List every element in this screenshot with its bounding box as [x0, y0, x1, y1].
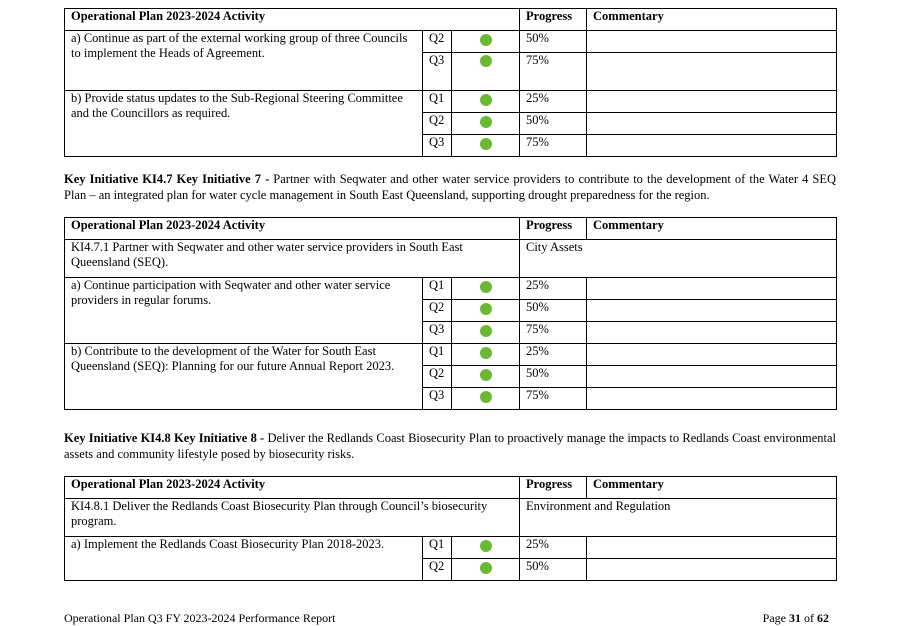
- key-initiative-8-text: Deliver the Redlands Coast Biosecurity Plan to proactively manage the impacts to Redlands Coast environmental assets and community lifestyle posed by biosecurity risks.: [64, 431, 837, 461]
- quarter-cell: Q3: [423, 135, 452, 157]
- status-dot-icon: [480, 34, 492, 46]
- key-initiative-8-lead: Key Initiative KI4.8 Key Initiative 8 -: [64, 431, 265, 445]
- status-cell: [452, 344, 520, 366]
- status-dot-icon: [480, 94, 492, 106]
- initiative-cell: KI4.8.1 Deliver the Redlands Coast Biosecurity Plan through Council’s biosecurity program.: [65, 499, 520, 537]
- quarter-cell: Q2: [423, 300, 452, 322]
- status-cell: [452, 366, 520, 388]
- commentary-cell: [587, 559, 837, 581]
- status-dot-icon: [480, 540, 492, 552]
- status-cell: [452, 91, 520, 113]
- status-dot-icon: [480, 303, 492, 315]
- commentary-cell: [587, 388, 837, 410]
- progress-header: Progress: [520, 218, 587, 240]
- commentary-cell: [587, 537, 837, 559]
- activity-cell: a) Implement the Redlands Coast Biosecurity Plan 2018-2023.: [65, 537, 423, 581]
- table-row: [65, 499, 837, 537]
- activity-cell: b) Contribute to the development of the Water for South East Queensland (SEQ): Planning for our future Annual Report 2023.: [65, 344, 423, 410]
- footer-report-title: Operational Plan Q3 FY 2023-2024 Performance Report: [64, 611, 336, 625]
- status-dot-icon: [480, 562, 492, 574]
- progress-header: Progress: [520, 477, 587, 499]
- commentary-header: Commentary: [587, 9, 837, 31]
- owner-cell: City Assets: [520, 240, 837, 278]
- key-initiative-7-lead: Key Initiative KI4.7 Key Initiative 7 -: [64, 172, 270, 186]
- quarter-cell: Q2: [423, 559, 452, 581]
- status-cell: [452, 113, 520, 135]
- quarter-cell: Q3: [423, 53, 452, 91]
- quarter-cell: Q2: [423, 366, 452, 388]
- progress-cell: 50%: [520, 31, 587, 53]
- progress-header: Progress: [520, 9, 587, 31]
- table-row: [65, 240, 837, 278]
- footer-page-number: [763, 611, 829, 626]
- status-dot-icon: [480, 281, 492, 293]
- quarter-cell: Q1: [423, 537, 452, 559]
- activity-table-1: [64, 8, 837, 157]
- commentary-header: Commentary: [587, 218, 837, 240]
- activity-cell: b) Provide status updates to the Sub-Regional Steering Committee and the Councillors as required.: [65, 91, 423, 157]
- key-initiative-8-heading: [64, 430, 836, 462]
- progress-cell: 50%: [520, 559, 587, 581]
- progress-cell: 50%: [520, 300, 587, 322]
- status-dot-icon: [480, 347, 492, 359]
- commentary-cell: [587, 300, 837, 322]
- progress-cell: 25%: [520, 278, 587, 300]
- commentary-header: Commentary: [587, 477, 837, 499]
- commentary-cell: [587, 135, 837, 157]
- progress-cell: 75%: [520, 388, 587, 410]
- commentary-cell: [587, 53, 837, 91]
- progress-cell: 75%: [520, 53, 587, 91]
- activity-table-2: [64, 217, 837, 410]
- table-row: [65, 278, 837, 300]
- key-initiative-7-text: Partner with Seqwater and other water service providers to contribute to the development of the Water 4 SEQ Plan – an integrated plan for water cycle management in South East Queensland, supporting drought preparedness for the region.: [64, 172, 836, 202]
- quarter-cell: Q2: [423, 31, 452, 53]
- table-header-row: [65, 9, 837, 31]
- status-cell: [452, 278, 520, 300]
- progress-cell: 25%: [520, 344, 587, 366]
- quarter-cell: Q2: [423, 113, 452, 135]
- table-header-row: [65, 218, 837, 240]
- quarter-cell: Q1: [423, 91, 452, 113]
- progress-cell: 50%: [520, 113, 587, 135]
- activity-header: Operational Plan 2023-2024 Activity: [65, 218, 520, 240]
- status-cell: [452, 135, 520, 157]
- activity-header: Operational Plan 2023-2024 Activity: [65, 477, 520, 499]
- status-dot-icon: [480, 369, 492, 381]
- status-dot-icon: [480, 138, 492, 150]
- commentary-cell: [587, 113, 837, 135]
- progress-cell: 50%: [520, 366, 587, 388]
- page-current: 31: [789, 611, 801, 625]
- status-dot-icon: [480, 325, 492, 337]
- progress-cell: 75%: [520, 322, 587, 344]
- quarter-cell: Q3: [423, 322, 452, 344]
- status-cell: [452, 300, 520, 322]
- status-cell: [452, 322, 520, 344]
- table-row: [65, 344, 837, 366]
- quarter-cell: Q1: [423, 344, 452, 366]
- commentary-cell: [587, 366, 837, 388]
- status-dot-icon: [480, 391, 492, 403]
- activity-table-3: [64, 476, 837, 581]
- status-cell: [452, 53, 520, 91]
- table-row: [65, 91, 837, 113]
- owner-cell: Environment and Regulation: [520, 499, 837, 537]
- key-initiative-7-heading: [64, 171, 836, 203]
- activity-cell: a) Continue as part of the external working group of three Councils to implement the Heads of Agreement.: [65, 31, 423, 91]
- status-cell: [452, 559, 520, 581]
- commentary-cell: [587, 322, 837, 344]
- table-row: [65, 31, 837, 53]
- status-cell: [452, 537, 520, 559]
- quarter-cell: Q3: [423, 388, 452, 410]
- status-dot-icon: [480, 116, 492, 128]
- commentary-cell: [587, 278, 837, 300]
- progress-cell: 25%: [520, 537, 587, 559]
- table-row: [65, 537, 837, 559]
- page-prefix: Page: [762, 611, 789, 625]
- commentary-cell: [587, 31, 837, 53]
- activity-header: Operational Plan 2023-2024 Activity: [65, 9, 520, 31]
- activity-cell: a) Continue participation with Seqwater and other water service providers in regular forums.: [65, 278, 423, 344]
- commentary-cell: [587, 344, 837, 366]
- status-cell: [452, 31, 520, 53]
- initiative-cell: KI4.7.1 Partner with Seqwater and other water service providers in South East Queensland (SEQ).: [65, 240, 520, 278]
- table-header-row: [65, 477, 837, 499]
- quarter-cell: Q1: [423, 278, 452, 300]
- progress-cell: 25%: [520, 91, 587, 113]
- progress-cell: 75%: [520, 135, 587, 157]
- page-mid: of: [801, 611, 817, 625]
- page-total: 62: [817, 611, 829, 625]
- commentary-cell: [587, 91, 837, 113]
- status-dot-icon: [480, 55, 492, 67]
- status-cell: [452, 388, 520, 410]
